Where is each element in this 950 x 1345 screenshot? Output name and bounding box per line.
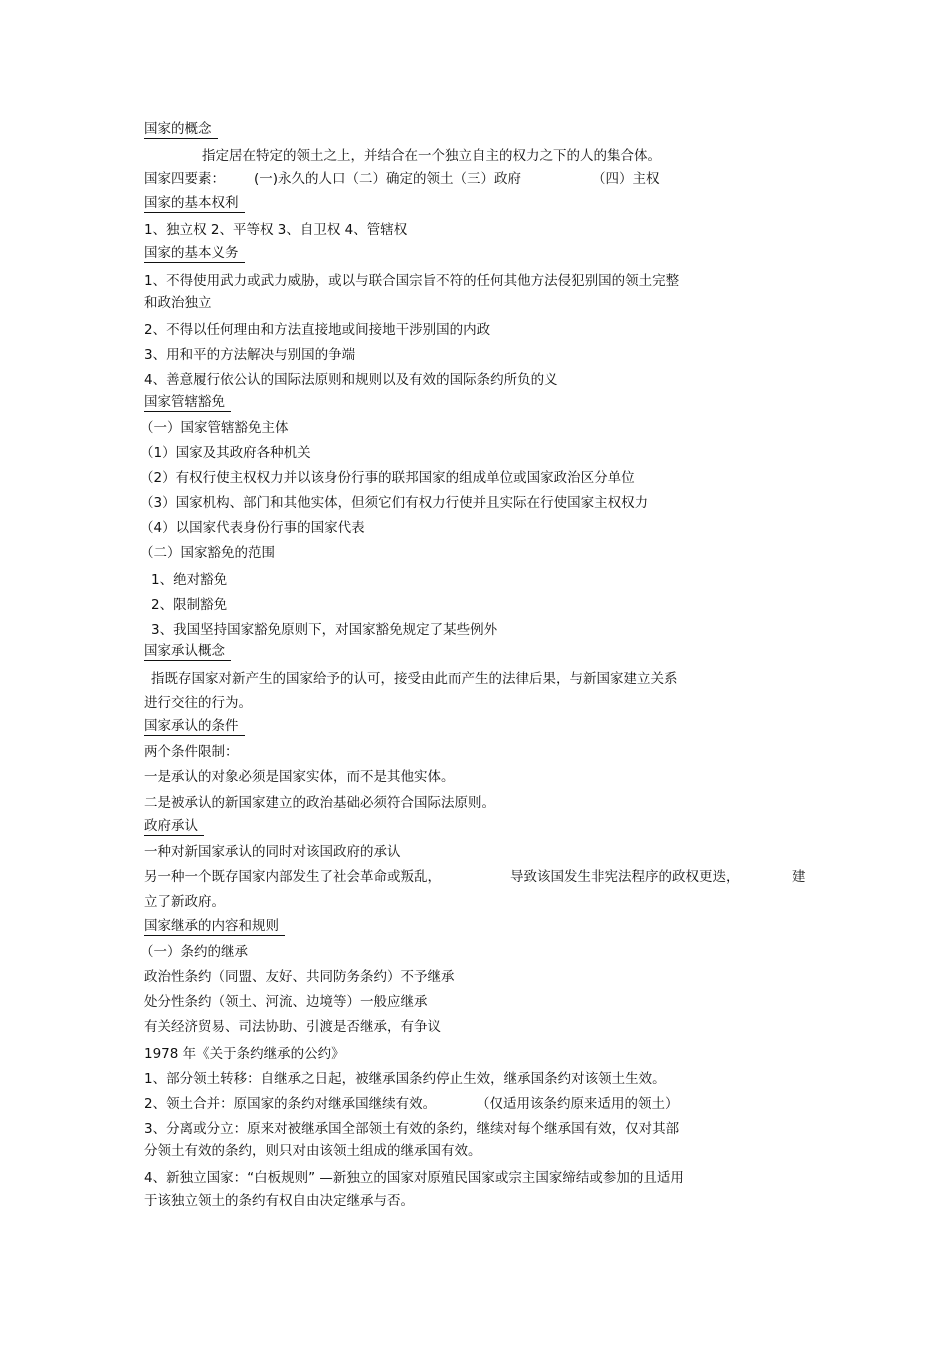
succession-rule-4b: 于该独立领土的条约有权自由决定继承与否。 bbox=[144, 1193, 414, 1209]
immunity-subject-4: （4）以国家代表身份行事的国家代表 bbox=[140, 520, 365, 536]
recognition-definition-a: 指既存国家对新产生的国家给予的认可，接受由此而产生的法律后果，与新国家建立关系 bbox=[151, 671, 678, 687]
state-elements-a: (一)永久的人口（二）确定的领土（三）政府 bbox=[254, 171, 522, 187]
succession-rule-2a: 2、领土合并：原国家的条约对继承国继续有效。 bbox=[144, 1096, 437, 1112]
recognition-conditions-intro: 两个条件限制： bbox=[144, 744, 239, 760]
succession-dispositive-treaties: 处分性条约（领土、河流、边境等）一般应继承 bbox=[144, 994, 428, 1010]
section-heading-recognition-concept: 国家承认概念 bbox=[144, 643, 231, 661]
immunity-subject-2: （2）有权行使主权权力并以该身份行事的联邦国家的组成单位或国家政治区分单位 bbox=[140, 470, 635, 486]
succession-convention-1978: 1978 年《关于条约继承的公约》 bbox=[144, 1046, 345, 1062]
duty-item-1a: 1、不得使用武力或武力威胁，或以与联合国宗旨不符的任何其他方法侵犯别国的领土完整 bbox=[144, 273, 680, 289]
duty-item-4: 4、善意履行依公认的国际法原则和规则以及有效的国际条约所负的义 bbox=[144, 372, 558, 388]
succession-rule-4a: 4、新独立国家：“白板规则” —新独立的国家对原殖民国家或宗主国家缔结或参加的且适用 bbox=[144, 1170, 684, 1186]
section-heading-state-succession: 国家继承的内容和规则 bbox=[144, 918, 285, 936]
immunity-sub-heading-1: （一）国家管辖豁免主体 bbox=[140, 420, 289, 436]
section-heading-basic-duties: 国家的基本义务 bbox=[144, 245, 245, 263]
section-heading-recognition-conditions: 国家承认的条件 bbox=[144, 718, 245, 736]
immunity-scope-3: 3、我国坚持国家豁免原则下，对国家豁免规定了某些例外 bbox=[151, 622, 498, 638]
immunity-scope-1: 1、绝对豁免 bbox=[151, 572, 228, 588]
duty-item-3: 3、用和平的方法解决与别国的争端 bbox=[144, 347, 356, 363]
immunity-subject-1: （1）国家及其政府各种机关 bbox=[140, 445, 311, 461]
government-recognition-3: 立了新政府。 bbox=[144, 894, 225, 910]
duty-item-2: 2、不得以任何理由和方法直接地或间接地干涉别国的内政 bbox=[144, 322, 491, 338]
government-recognition-2b: 导致该国发生非宪法程序的政权更迭， bbox=[510, 869, 740, 885]
state-elements-b: （四）主权 bbox=[592, 171, 660, 187]
duty-item-1b: 和政治独立 bbox=[144, 295, 212, 311]
section-heading-government-recognition: 政府承认 bbox=[144, 818, 204, 836]
succession-sub-heading-1: （一）条约的继承 bbox=[140, 944, 248, 960]
section-heading-basic-rights: 国家的基本权利 bbox=[144, 195, 245, 213]
succession-rule-3a: 3、分离或分立：原来对被继承国全部领土有效的条约，继续对每个继承国有效，仅对其部 bbox=[144, 1121, 680, 1137]
basic-rights-list: 1、独立权 2、平等权 3、自卫权 4、管辖权 bbox=[144, 222, 408, 238]
succession-political-treaties: 政治性条约（同盟、友好、共同防务条约）不予继承 bbox=[144, 969, 455, 985]
section-heading-state-concept: 国家的概念 bbox=[144, 121, 218, 139]
recognition-condition-2: 二是被承认的新国家建立的政治基础必须符合国际法原则。 bbox=[144, 795, 495, 811]
immunity-sub-heading-2: （二）国家豁免的范围 bbox=[140, 545, 275, 561]
government-recognition-1: 一种对新国家承认的同时对该国政府的承认 bbox=[144, 844, 401, 860]
section-heading-jurisdictional-immunity: 国家管辖豁免 bbox=[144, 394, 231, 412]
state-elements-label: 国家四要素： bbox=[144, 171, 225, 187]
immunity-subject-3: （3）国家机构、部门和其他实体，但须它们有权力行使并且实际在行使国家主权权力 bbox=[140, 495, 649, 511]
state-definition: 指定居在特定的领土之上，并结合在一个独立自主的权力之下的人的集合体。 bbox=[202, 148, 661, 164]
succession-rule-2b: （仅适用该条约原来适用的领土） bbox=[476, 1096, 679, 1112]
immunity-scope-2: 2、限制豁免 bbox=[151, 597, 228, 613]
recognition-definition-b: 进行交往的行为。 bbox=[144, 695, 252, 711]
government-recognition-2a: 另一种一个既存国家内部发生了社会革命或叛乱， bbox=[144, 869, 441, 885]
government-recognition-2c: 建 bbox=[792, 869, 806, 885]
succession-economic-treaties: 有关经济贸易、司法协助、引渡是否继承，有争议 bbox=[144, 1019, 441, 1035]
succession-rule-3b: 分领土有效的条约，则只对由该领土组成的继承国有效。 bbox=[144, 1143, 482, 1159]
succession-rule-1: 1、部分领土转移：自继承之日起，被继承国条约停止生效，继承国条约对该领土生效。 bbox=[144, 1071, 666, 1087]
recognition-condition-1: 一是承认的对象必须是国家实体，而不是其他实体。 bbox=[144, 769, 455, 785]
